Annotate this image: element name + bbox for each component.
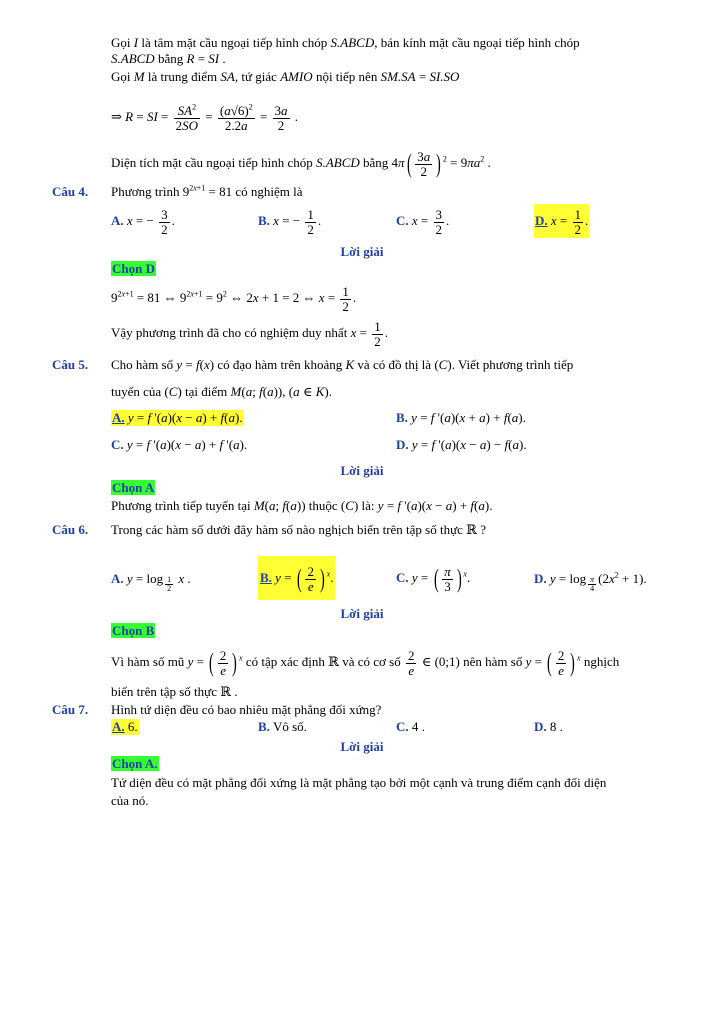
option-label: D.: [534, 719, 547, 734]
intro-line-3: Gọi M là trung điểm SA, tứ giác AMIO nội tiếp nên SM.SA = SI.SO: [111, 69, 460, 84]
option-text: 4 .: [411, 719, 425, 734]
q4-solution-eq: $9^{2x+1} = 81$ ⇔ $9^{2x+1} = 9^2$ ⇔ 2x + 1 = 2 ⇔ x = $\frac{1}{2}$ .: [111, 283, 357, 314]
q4-option-d-correct[interactable]: D. x = $\frac{1}{2}$ .: [534, 204, 589, 238]
option-label: D.: [396, 437, 409, 452]
text: , tứ giác: [234, 69, 277, 84]
q7-option-c[interactable]: [396, 719, 425, 735]
text: thuộc: [308, 498, 338, 513]
q4-option-a[interactable]: A. x = − $\frac{3}{2}$ .: [111, 206, 175, 237]
q5-option-a-correct[interactable]: A. y = f '(a)(x − a) + f(a).: [112, 410, 243, 425]
option-text: 8 .: [549, 719, 563, 734]
q4-choose-badge: Chọn D: [112, 261, 155, 276]
text: Phương trình tiếp tuyến tại: [111, 498, 251, 513]
option-label: B.: [258, 719, 270, 734]
q6-solution-title: Lời giải: [340, 606, 384, 621]
text: . Viết phương trình tiếp: [451, 357, 574, 372]
text: , bán kính mặt cầu ngoại tiếp hình chóp: [374, 35, 580, 50]
text: Vậy phương trình đã cho có nghiệm duy nhất: [111, 325, 348, 340]
text: nghịch: [583, 654, 620, 669]
q7-stem: Hình tứ diện đều có bao nhiêu mặt phẳng đối xứng?: [111, 702, 382, 717]
q5-solution: Phương trình tiếp tuyến tại M(a; f(a)) thuộc (C) là: y = f '(a)(x − a) + f(a).: [111, 498, 493, 513]
q7-option-a-correct[interactable]: [111, 719, 139, 735]
q7-label: Câu 7.: [52, 702, 89, 717]
text: tuyến của: [111, 384, 162, 399]
text: nội tiếp nên: [315, 69, 378, 84]
q6-option-b-correct[interactable]: B. y = ( $\frac{2}{e}$ ) $^x$.: [258, 556, 335, 600]
text: nên hàm số: [463, 654, 523, 669]
q5-stem-1: Cho hàm số y = f(x) có đạo hàm trên khoảng K và có đồ thị là (C). Viết phương trình tiếp: [111, 357, 574, 372]
option-label: A.: [111, 213, 124, 228]
option-label: D.: [535, 213, 548, 228]
text: Cho hàm số: [111, 357, 174, 372]
q6-solution-2: biến trên tập số thực ℝ .: [111, 684, 238, 699]
q6-option-a[interactable]: A. y = log $_{\frac{1}{2}}$ x .: [111, 571, 191, 594]
intro-formula: ⇒ R = SI = $\frac{SA^2}{2SO}$ = $\frac{(a√6)^2}{2.2a}$ = $\frac{3a}{2}$ .: [111, 102, 299, 133]
q7-option-d[interactable]: [534, 719, 563, 735]
option-text: Vô số.: [272, 719, 307, 734]
q5-option-c[interactable]: C. y = f '(a)(x − a) + f '(a).: [111, 437, 248, 452]
q7-option-b[interactable]: [258, 719, 307, 735]
q6-label: Câu 6.: [52, 522, 89, 537]
option-label: C.: [111, 437, 124, 452]
q5-stem-2: tuyến của (C) tại điểm M(a; f(a)), (a ∈ K).: [111, 384, 332, 399]
q6-stem: Trong các hàm số dưới đây hàm số nào nghịch biến trên tập số thực ℝ ?: [111, 522, 486, 537]
q5-label: Câu 5.: [52, 357, 89, 372]
option-label: D.: [534, 571, 547, 586]
option-label: A.: [112, 410, 125, 425]
intro-line-1: Gọi I là tâm mặt cầu ngoại tiếp hình chóp S.ABCD, bán kính mặt cầu ngoại tiếp hình chóp: [111, 35, 580, 50]
text: là trung điểm: [147, 69, 218, 84]
q7-solution-2: của nó.: [111, 793, 149, 808]
option-label: A.: [112, 719, 125, 734]
q7-solution-title: Lời giải: [340, 739, 384, 754]
option-label: C.: [396, 213, 409, 228]
q4-label: Câu 4.: [52, 184, 89, 199]
text: và có đồ thị là: [357, 357, 432, 372]
text: tại điểm: [185, 384, 228, 399]
text: Phương trình: [111, 184, 180, 199]
text: Gọi: [111, 69, 131, 84]
q6-option-d[interactable]: D. y = log $_{\frac{\pi}{4}}$ $(2x^2 + 1)$.: [534, 570, 647, 594]
q6-choose-badge: Chọn B: [112, 623, 155, 638]
q6-option-c[interactable]: C. y = ( $\frac{\pi}{3}$ ) $^x$.: [396, 563, 471, 594]
text: Vì hàm số mũ: [111, 654, 185, 669]
option-label: B.: [260, 570, 272, 585]
text: có đạo hàm trên khoảng: [217, 357, 343, 372]
text: Diện tích mặt cầu ngoại tiếp hình chóp: [111, 155, 313, 170]
q4-conclusion: Vậy phương trình đã cho có nghiệm duy nhất x = $\frac{1}{2}$ .: [111, 318, 388, 349]
q6-solution-1: Vì hàm số mũ y = ( $\frac{2}{e}$ ) $^x$ có tập xác định ℝ và có cơ số $\frac{2}{e}$ ∈ (0;1) nên hàm số y = ( $\frac{2}{e}$ ) $^x$ nghịch: [111, 647, 620, 678]
q7-solution-1: Tứ diện đều có mặt phẳng đối xứng là mặt phẳng tạo bởi một cạnh và trung điểm cạnh đối diện: [111, 775, 607, 790]
intro-line-2: S.ABCD bằng R = SI .: [111, 51, 226, 66]
option-label: C.: [396, 719, 409, 734]
text: bằng: [157, 51, 184, 66]
option-label: A.: [111, 571, 124, 586]
q4-stem: Phương trình $9^{2x+1} = 81$ có nghiệm là: [111, 183, 303, 199]
q4-option-c[interactable]: C. x = $\frac{3}{2}$ .: [396, 206, 450, 237]
q5-option-b[interactable]: B. y = f '(a)(x + a) + f(a).: [396, 410, 526, 425]
q4-solution-title: Lời giải: [340, 244, 384, 259]
q4-option-b[interactable]: B. x = − $\frac{1}{2}$ .: [258, 206, 322, 237]
option-label: C.: [396, 570, 409, 585]
q7-choose-badge: Chọn A.: [112, 756, 158, 771]
text: có tập xác định ℝ và có cơ số: [245, 654, 401, 669]
text: Gọi: [111, 35, 131, 50]
text: là:: [361, 498, 375, 513]
q5-option-d[interactable]: D. y = f '(a)(x − a) − f(a).: [396, 437, 527, 452]
option-text: 6.: [127, 719, 138, 734]
intro-area: Diện tích mặt cầu ngoại tiếp hình chóp S.ABCD bằng 4π( $\frac{3a}{2}$ ) $^2 = 9\pi a^2$ .: [111, 148, 491, 179]
text: là tâm mặt cầu ngoại tiếp hình chóp: [141, 35, 328, 50]
option-label: B.: [396, 410, 408, 425]
q5-solution-title: Lời giải: [340, 463, 384, 478]
text: bằng: [363, 155, 389, 170]
text: có nghiệm là: [235, 184, 303, 199]
option-label: B.: [258, 213, 270, 228]
q5-choose-badge: Chọn A: [112, 480, 155, 495]
